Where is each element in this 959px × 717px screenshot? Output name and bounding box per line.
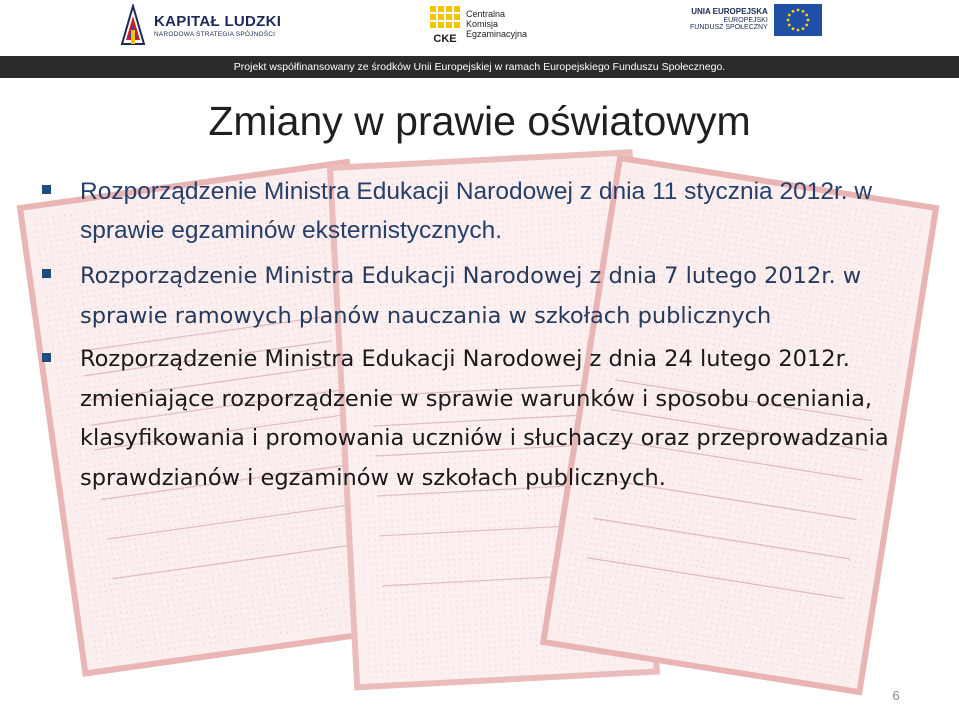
bullet-square-icon	[42, 185, 51, 194]
bullet-text: Rozporządzenie Ministra Edukacji Narodowej z dnia 24 lutego 2012r. zmieniające rozporządzenie w sprawie warunków i sposobu oceniania, klasyfikowania i promowania uczniów i słuchaczy oraz przeprowadzania sprawdzianów i egzaminów w szkołach publicznych.	[80, 346, 889, 491]
cke-logo	[430, 4, 527, 46]
bullet-square-icon	[42, 269, 51, 278]
bullet-item	[40, 256, 920, 336]
cke-mark: CKE	[433, 33, 457, 45]
kapital-ludzki-emblem-icon	[120, 4, 146, 48]
cke-emblem-icon	[430, 4, 460, 46]
bullet-list	[40, 172, 920, 498]
eu-flag-icon	[774, 4, 822, 36]
cke-line-3: Egzaminacyjna	[466, 28, 528, 39]
eu-line-1: UNIA EUROPEJSKA	[691, 6, 768, 16]
eu-logo	[690, 4, 822, 36]
bullet-text: Rozporządzenie Ministra Edukacji Narodowej z dnia 7 lutego 2012r. w sprawie ramowych planów nauczania w szkołach publicznych	[80, 263, 862, 329]
header	[0, 0, 959, 56]
kapital-ludzki-subtitle: NARODOWA STRATEGIA SPÓJNOŚCI	[154, 30, 276, 38]
bullet-square-icon	[42, 353, 51, 362]
bullet-item	[40, 340, 920, 498]
bullet-text: Rozporządzenie Ministra Edukacji Narodowej z dnia 11 stycznia 2012r. w sprawie egzaminów eksternistycznych.	[80, 178, 873, 244]
eu-line-3: FUNDUSZ SPOŁECZNY	[690, 24, 768, 32]
page-number: 6	[892, 688, 900, 703]
cke-line-1: Centralna	[466, 9, 506, 20]
kapital-ludzki-title: KAPITAŁ LUDZKI	[154, 13, 282, 31]
project-banner: Projekt współfinansowany ze środków Unii Europejskiej w ramach Europejskiego Funduszu Społecznego.	[0, 56, 959, 78]
kapital-ludzki-logo	[120, 4, 281, 48]
cke-line-2: Komisja	[466, 19, 499, 30]
slide-title: Zmiany w prawie oświatowym	[208, 98, 751, 144]
bullet-item	[40, 172, 920, 250]
eu-line-2: EUROPEJSKI	[723, 16, 768, 24]
